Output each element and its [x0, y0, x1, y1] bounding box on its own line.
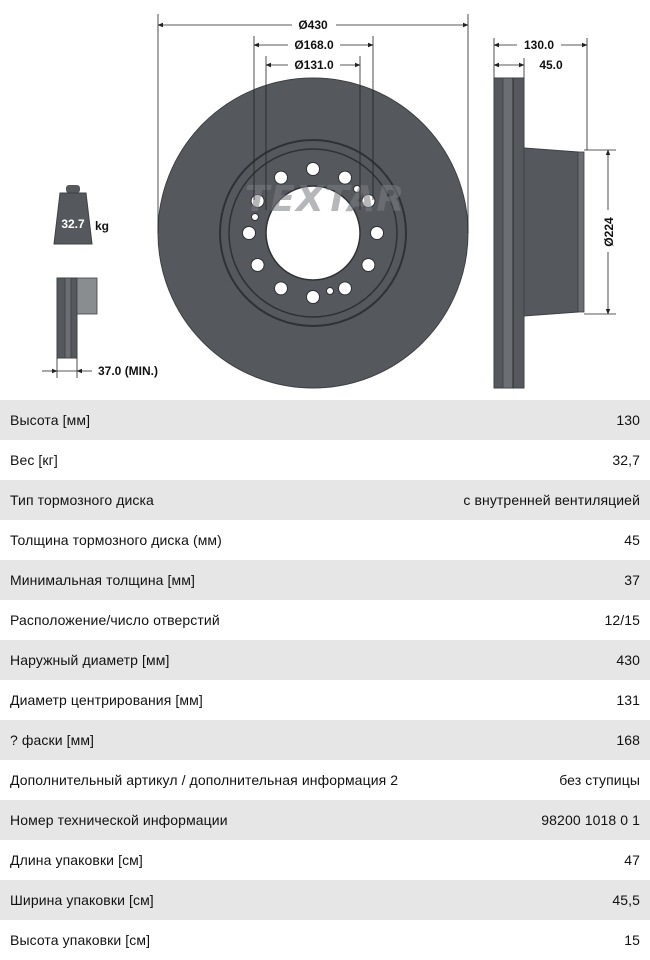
spec-label: Длина упаковки [см]: [10, 852, 143, 868]
spec-row: [0, 600, 650, 640]
spec-row: [0, 680, 650, 720]
spec-row: [0, 560, 650, 600]
bolt-hole: [339, 282, 352, 295]
spec-value: 430: [616, 652, 640, 668]
spec-label: Наружный диаметр [мм]: [10, 652, 170, 668]
spec-value: 12/15: [604, 612, 640, 628]
spec-row: [0, 520, 650, 560]
spec-row: [0, 480, 650, 520]
weight-value: 32.7: [61, 217, 85, 231]
spec-row: [0, 920, 650, 960]
spec-label: Высота [мм]: [10, 412, 91, 428]
bolt-hole: [275, 282, 288, 295]
spec-value: 47: [624, 852, 640, 868]
spec-row: [0, 440, 650, 480]
spec-row: [0, 720, 650, 760]
spec-label: Диаметр центрирования [мм]: [10, 692, 203, 708]
dim-min-thickness-label: 37.0 (MIN.): [98, 364, 159, 378]
spec-value: 131: [616, 692, 640, 708]
spec-value: 45: [624, 532, 640, 548]
spec-row: [0, 880, 650, 920]
spec-row: [0, 800, 650, 840]
spec-row: [0, 840, 650, 880]
disc-front-view: [158, 78, 468, 388]
spec-value: 32,7: [612, 452, 640, 468]
disc-side-view: [494, 78, 584, 388]
bolt-hole: [307, 163, 320, 176]
spec-value: с внутренней вентиляцией: [463, 492, 640, 508]
dim-bolt-circle-label: Ø168.0: [294, 38, 334, 52]
dim-height-label: 130.0: [523, 38, 555, 52]
spec-label: Высота упаковки [см]: [10, 932, 151, 948]
spec-label: Минимальная толщина [мм]: [10, 572, 195, 588]
dim-thickness: [494, 58, 563, 78]
dim-thickness-label: 45.0: [539, 58, 563, 72]
spec-value: 45,5: [612, 892, 640, 908]
spec-label: Дополнительный артикул / дополнительная информация 2: [10, 772, 399, 788]
bolt-hole: [307, 291, 320, 304]
spec-label: Толщина тормозного диска (мм): [10, 532, 222, 548]
min-thickness-detail: [42, 278, 158, 378]
spec-value: 37: [624, 572, 640, 588]
spec-value: 168: [616, 732, 640, 748]
spec-value: 98200 1018 0 1: [541, 812, 640, 828]
spec-label: Тип тормозного диска: [10, 492, 154, 508]
bolt-hole: [362, 259, 375, 272]
locating-hole: [327, 288, 334, 295]
weight-icon: [54, 185, 109, 244]
bolt-hole: [243, 227, 256, 240]
spec-value: 130: [616, 412, 640, 428]
spec-row: [0, 760, 650, 800]
bolt-hole: [251, 259, 264, 272]
spec-value: 15: [624, 932, 640, 948]
spec-table: [0, 400, 650, 960]
technical-drawing: [0, 0, 650, 400]
spec-label: Вес [кг]: [10, 452, 58, 468]
bolt-hole: [371, 227, 384, 240]
spec-label: Ширина упаковки [см]: [10, 892, 154, 908]
drawing-svg: [0, 0, 650, 400]
dim-outer-label: Ø430: [298, 18, 328, 32]
spec-label: Номер технической информации: [10, 812, 228, 828]
spec-label: ? фаски [мм]: [10, 732, 95, 748]
dim-hub: [584, 150, 617, 314]
dim-center-label: Ø131.0: [294, 58, 334, 72]
brand-watermark: TEXTAR: [244, 179, 406, 220]
weight-unit: kg: [95, 219, 110, 233]
spec-label: Расположение/число отверстий: [10, 612, 220, 628]
dim-hub-label: Ø224: [602, 217, 616, 247]
spec-row: [0, 400, 650, 440]
spec-row: [0, 640, 650, 680]
spec-value: без ступицы: [559, 772, 640, 788]
